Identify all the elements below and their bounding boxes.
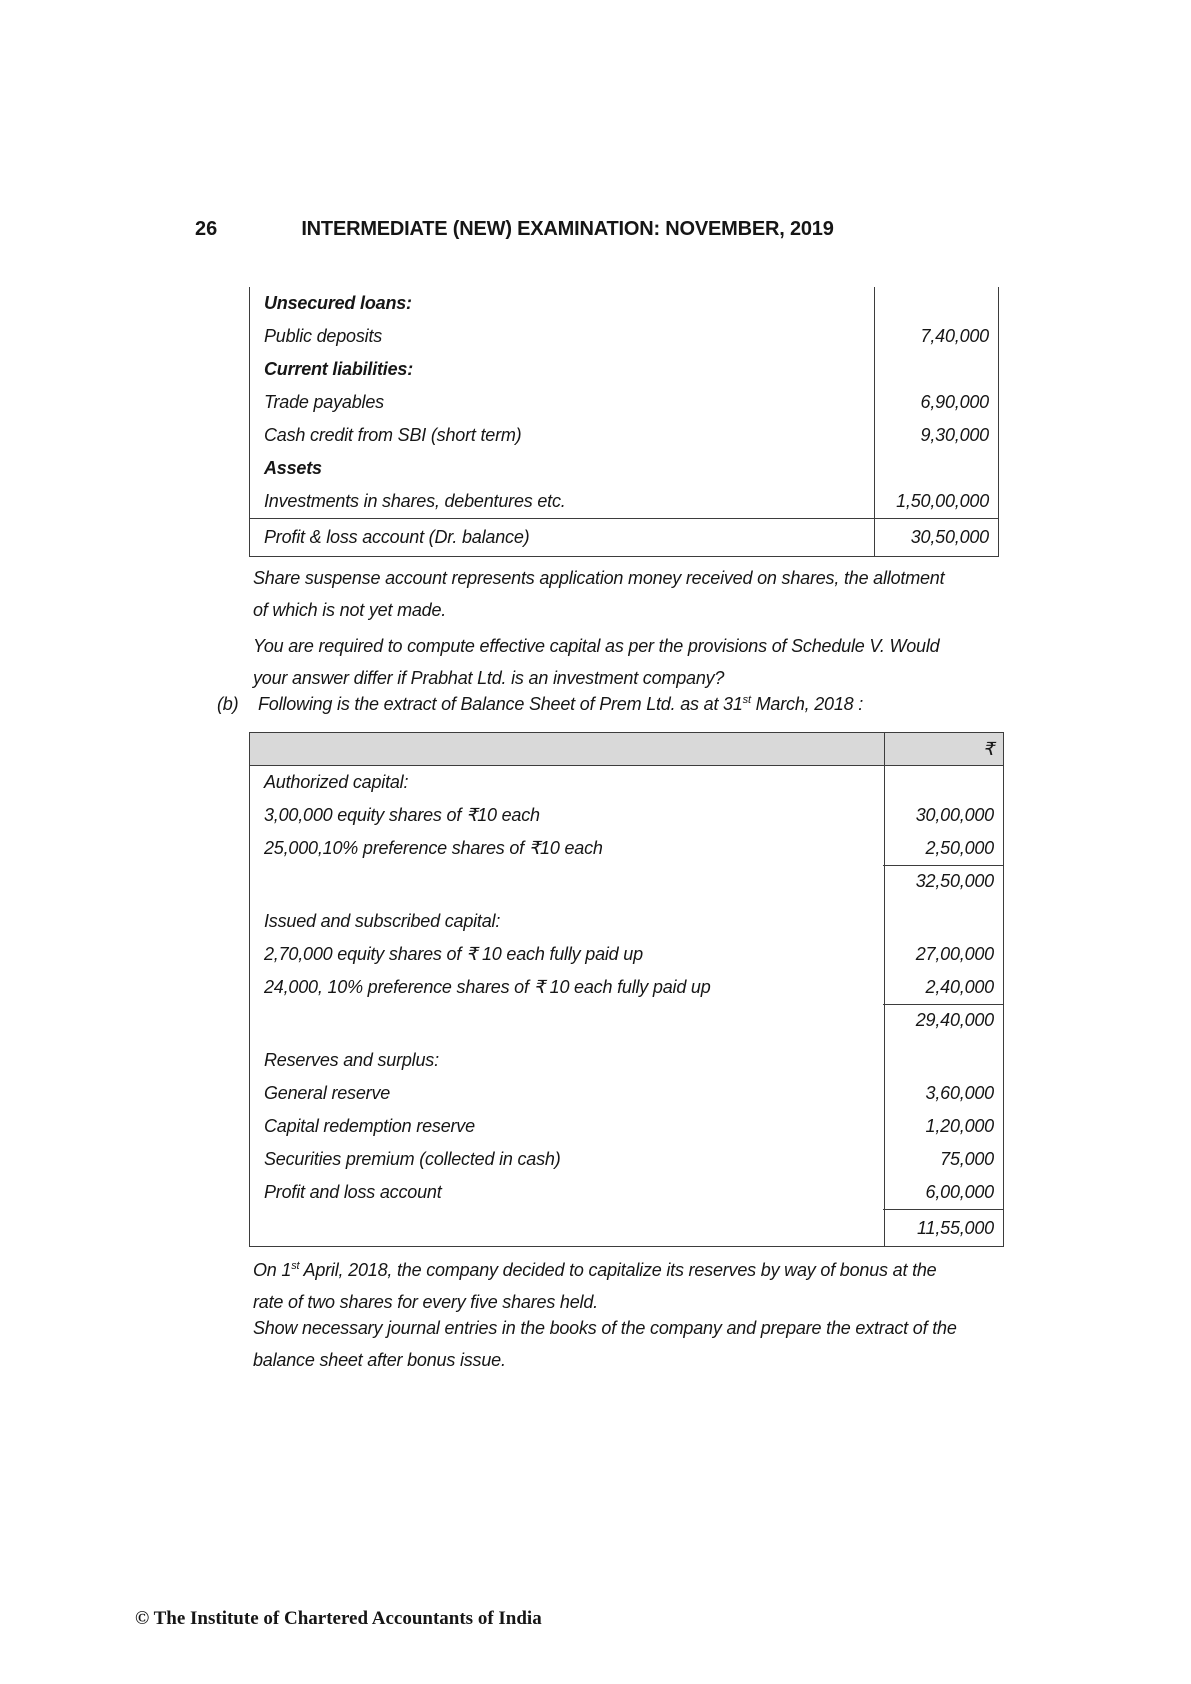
row-label: Issued and subscribed capital:	[264, 911, 501, 931]
text-line: your answer differ if Prabhat Ltd. is an investment company?	[253, 668, 725, 688]
row-label: 24,000, 10% preference shares of ₹ 10 each fully paid up	[264, 977, 711, 997]
table-row	[250, 832, 1003, 865]
table-row	[250, 518, 998, 556]
text-line: balance sheet after bonus issue.	[253, 1350, 506, 1370]
table-header-row	[250, 733, 1003, 766]
question-item-b	[217, 694, 863, 715]
column-divider	[884, 733, 885, 1246]
requirement-a-text	[253, 630, 939, 694]
text-line: You are required to compute effective capital as per the provisions of Schedule V. Would	[253, 636, 940, 656]
row-label	[250, 865, 883, 905]
page-number: 26	[195, 218, 218, 240]
requirement-b-text	[253, 1312, 957, 1376]
row-amount: 1,50,00,000	[896, 491, 989, 511]
table-row	[250, 799, 1003, 832]
item-b-intro-post: March, 2018 :	[750, 694, 864, 714]
balance-sheet-extract-table-prem	[249, 732, 1004, 1247]
row-label	[250, 1209, 883, 1246]
row-amount	[883, 905, 1003, 938]
item-b-intro-pre: Following is the extract of Balance Sheet of Prem Ltd. as at 31	[258, 694, 743, 714]
row-amount: 27,00,000	[915, 944, 994, 964]
table-row	[250, 485, 998, 518]
row-amount: 75,000	[940, 1149, 994, 1169]
row-label: General reserve	[264, 1083, 391, 1103]
row-amount: 6,90,000	[920, 392, 989, 412]
row-amount	[873, 287, 998, 320]
table-row	[250, 419, 998, 452]
ordinal-superscript: st	[742, 694, 751, 706]
row-amount: 30,00,000	[915, 805, 994, 825]
row-amount: 29,40,000	[883, 1004, 1003, 1044]
table-row	[250, 905, 1003, 938]
row-label: 2,70,000 equity shares of ₹ 10 each fully paid up	[264, 944, 643, 964]
table-body	[250, 287, 998, 556]
header-label-cell	[250, 733, 883, 765]
row-amount: 2,50,000	[925, 838, 994, 858]
column-divider	[874, 287, 875, 556]
table-row	[250, 938, 1003, 971]
row-label: Profit and loss account	[264, 1182, 442, 1202]
text-line: On 1st April, 2018, the company decided to capitalize its reserves by way of bonus at the	[253, 1260, 937, 1280]
row-amount: 32,50,000	[883, 865, 1003, 905]
table-row	[250, 386, 998, 419]
text-line: of which is not yet made.	[253, 600, 447, 620]
row-amount: 1,20,000	[925, 1116, 994, 1136]
text-line: Show necessary journal entries in the books of the company and prepare the extract of the	[253, 1318, 957, 1338]
rupee-symbol: ₹	[982, 738, 994, 759]
row-amount: 9,30,000	[920, 425, 989, 445]
row-label: Reserves and surplus:	[264, 1050, 439, 1070]
table-row	[250, 287, 998, 320]
row-label: Current liabilities:	[264, 359, 414, 379]
row-label: Capital redemption reserve	[264, 1116, 475, 1136]
table-row	[250, 1077, 1003, 1110]
row-amount: 7,40,000	[920, 326, 989, 346]
row-amount: 2,40,000	[925, 977, 994, 997]
row-amount	[873, 452, 998, 485]
text-line: rate of two shares for every five shares held.	[253, 1292, 598, 1312]
row-label: Public deposits	[264, 326, 383, 346]
row-label: 25,000,10% preference shares of ₹10 each	[264, 838, 603, 858]
row-amount: 6,00,000	[925, 1182, 994, 1202]
row-label: Unsecured loans:	[264, 293, 412, 313]
row-label: Cash credit from SBI (short term)	[264, 425, 522, 445]
item-marker: (b)	[217, 694, 239, 714]
row-label: Assets	[264, 458, 322, 478]
row-label	[250, 1004, 883, 1044]
table-row	[250, 865, 1003, 905]
table-row	[250, 1004, 1003, 1044]
copyright-footer: © The Institute of Chartered Accountants of India	[135, 1608, 542, 1629]
table-row	[250, 1176, 1003, 1209]
share-suspense-note	[253, 562, 944, 626]
row-label: Trade payables	[264, 392, 384, 412]
row-amount: 3,60,000	[925, 1083, 994, 1103]
table-body	[250, 766, 1003, 1246]
row-label: Authorized capital:	[264, 772, 409, 792]
table-row	[250, 971, 1003, 1004]
text-line: Share suspense account represents application money received on shares, the allotment	[253, 568, 945, 588]
balance-sheet-extract-table-prabhat	[249, 287, 999, 557]
row-amount	[883, 766, 1003, 799]
row-amount: 30,50,000	[910, 527, 989, 547]
row-amount: 11,55,000	[883, 1209, 1003, 1246]
row-amount	[873, 353, 998, 386]
row-label: Securities premium (collected in cash)	[264, 1149, 561, 1169]
row-label: Profit & loss account (Dr. balance)	[264, 527, 530, 547]
table-row	[250, 1143, 1003, 1176]
page-title: INTERMEDIATE (NEW) EXAMINATION: NOVEMBER, 2019	[301, 218, 834, 240]
table-row	[250, 1209, 1003, 1246]
page-header	[195, 218, 940, 242]
table-row	[250, 353, 998, 386]
row-amount	[883, 1044, 1003, 1077]
row-label: Investments in shares, debentures etc.	[264, 491, 566, 511]
table-row	[250, 452, 998, 485]
bonus-note	[253, 1254, 937, 1318]
table-row	[250, 1044, 1003, 1077]
table-row	[250, 766, 1003, 799]
row-label: 3,00,000 equity shares of ₹10 each	[264, 805, 540, 825]
ordinal-superscript: st	[291, 1260, 300, 1272]
table-row	[250, 1110, 1003, 1143]
table-row	[250, 320, 998, 353]
